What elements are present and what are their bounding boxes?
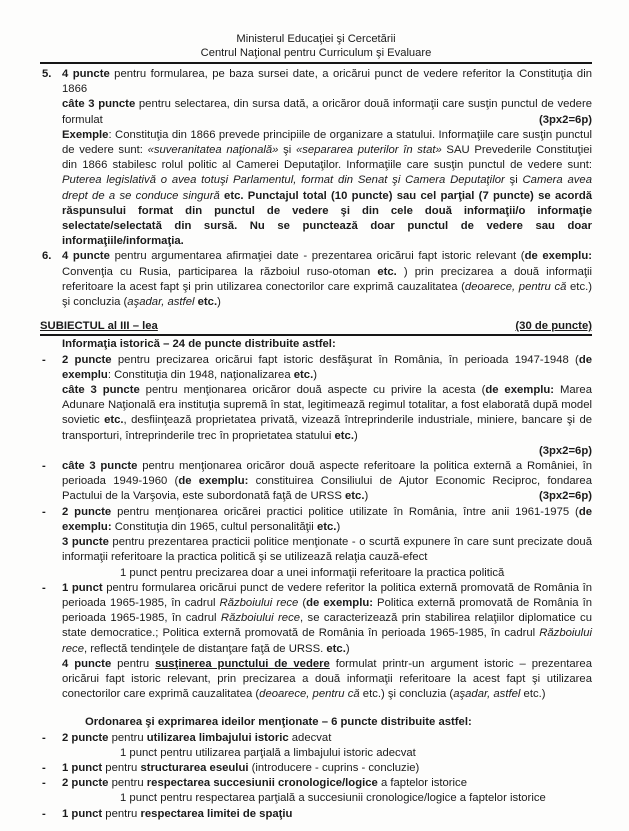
text-run: de exemplu: (306, 596, 373, 609)
text-run: aşadar, astfel (127, 296, 195, 309)
text-run: ) (313, 368, 317, 381)
text-run: susţinerea punctului de vedere (155, 657, 330, 670)
text-run: «suveranitatea naţională» (147, 144, 279, 157)
text-run: pentru selectarea, din sursa dată, a oricăror două informaţii care susţin punctul de vedere formulat (62, 98, 592, 126)
text-run: adecvat (288, 731, 332, 744)
list-item (40, 353, 592, 383)
text-run: aşadar, astfel (453, 688, 521, 701)
text-run: etc. (334, 429, 354, 442)
text-run: pentru formularea, pe baza sursei date, a oricărui punct de vedere referitor la Constituţia din 1866 (62, 68, 592, 96)
text-run: : Constituţia din 1866 prevede principiile de organizare a statului. Informaţiile care susţin punctul de vedere sunt: (62, 128, 592, 157)
text-run: «separarea puterilor în stat» (295, 144, 442, 157)
text-run: ) (336, 520, 341, 533)
text-run: câte 3 puncte (62, 460, 138, 473)
text-run: etc.) (520, 688, 546, 701)
text-run: câte 3 puncte (62, 384, 140, 397)
text-run: pentru (108, 731, 147, 744)
text-run: ( (298, 596, 307, 609)
text-run: Politica externă promovată de România în perioada 1965-1985, în cadrul (62, 596, 592, 625)
text-run: şi (278, 144, 296, 157)
text-run: etc. (345, 490, 365, 503)
text-run: pentru menţionarea oricărei practici politice utilizate în România, între anii 1961-1975 ( (111, 505, 579, 518)
list-item (40, 67, 592, 97)
text-run: Informaţia istorică – 24 de puncte distribuite astfel: (62, 338, 336, 351)
list-item (40, 249, 592, 310)
page-header (40, 33, 592, 60)
text-run: pentru (108, 777, 147, 790)
subsection-heading (40, 337, 592, 352)
paragraph (40, 535, 592, 565)
text-run: pentru precizarea oricărui fapt istoric desfăşurat în România, în perioada 1947-1948 ( (111, 353, 579, 366)
text-run: 2 puncte (62, 731, 109, 744)
text-run: etc.) şi concluzia ( (359, 688, 454, 701)
text-run: de exemplu: (62, 505, 592, 533)
text-run: de exemplu (62, 353, 592, 381)
text-run: deoarece, pentru că (259, 688, 360, 701)
points-tag: (3px2=6p) (538, 490, 592, 503)
text-run: utilizarea limbajului istoric (146, 731, 289, 744)
points-line (40, 444, 592, 459)
dash-bullet: - (42, 807, 46, 820)
text-run: respectarea succesiunii cronologice/logice (146, 777, 378, 790)
text-run: etc. (377, 265, 397, 278)
list-item (40, 505, 592, 535)
text-run: Constituţia din 1965, cultul personalităţii (111, 520, 317, 533)
text-run: ) (345, 642, 350, 655)
section-title: SUBIECTUL al III – lea (40, 320, 158, 333)
text-run: Puterea legislativă o avea totuşi Parlamentul, format din Senat şi Camera Deputaţilor (62, 174, 505, 187)
list-item (40, 807, 592, 822)
paragraph (40, 383, 592, 444)
paragraph (40, 657, 592, 703)
text-run: ) (353, 429, 358, 442)
text-run: formulat printr-un argument istoric – prezentarea oricărui fapt istoric relevant, prin precizarea a două informaţii referitoare la acest fapt şi utilizarea conectorilor care exprimă cauzalitatea ( (62, 657, 592, 701)
text-run: Războiului rece (219, 596, 299, 609)
text-run: etc. (197, 296, 218, 309)
section-points: (30 de puncte) (515, 320, 592, 333)
text-run: Războiului rece (62, 627, 592, 655)
text-run: şi (504, 174, 523, 187)
text-run: Exemple (62, 128, 109, 141)
list-item (40, 776, 592, 791)
text-run: 1 punct (62, 581, 103, 594)
text-run: de exemplu: (178, 475, 249, 488)
text-run: 1 punct (62, 807, 103, 820)
text-run: etc. (104, 414, 124, 427)
text-run: ) (364, 490, 369, 503)
dash-bullet: - (42, 460, 46, 473)
text-run: 1 punct pentru respectarea parţială a succesiunii cronologice/logice a faptelor istorice (120, 792, 546, 805)
text-run: pentru argumentarea afirmaţiei date - prezentarea oricărui fapt istoric relevant ( (109, 250, 525, 263)
list-item (40, 761, 592, 776)
text-run: (3px2=6p) (538, 444, 592, 457)
text-run: 1 punct (62, 761, 103, 774)
text-run: pentru (102, 761, 141, 774)
text-run: 1 punct pentru utilizarea parţială a limbajului istoric adecvat (120, 746, 416, 759)
dash-bullet: - (42, 505, 46, 518)
text-run: a faptelor istorice (377, 777, 467, 790)
text-run: structurarea eseului (140, 761, 249, 774)
text-run: ) (217, 296, 221, 309)
text-run: 1 punct pentru precizarea doar a unei informaţii referitoare la practica politică (120, 566, 505, 579)
text-run: ) prin precizarea a două informaţii referitoare la acest fapt şi prin utilizarea conectorilor care exprimă cauzalitatea ( (62, 265, 593, 293)
text-run: Ordonarea şi exprimarea ideilor menţionate – 6 puncte distribuite astfel: (85, 716, 472, 729)
text-run: 3 puncte (62, 536, 109, 549)
dash-bullet: - (42, 581, 46, 594)
text-run: 4 puncte (62, 657, 112, 670)
text-run: etc. (326, 642, 346, 655)
dash-bullet: - (42, 777, 46, 790)
text-run: etc. (316, 520, 337, 533)
text-run: pentru (102, 807, 141, 820)
text-run: etc. Punctajul total (10 puncte) sau cel parţial (7 puncte) se acordă răspunsului format din punctul de vedere şi din cele două informaţii/o informaţie selectate/selectată din sursă. Nu se punctează doar punctul de vedere sau doar informaţiile/informaţia. (62, 189, 592, 248)
text-run: pentru menţionarea oricăror două aspecte referitoare la politica externă a României, în perioada 1949-1960 ( (62, 460, 592, 488)
sub-note (40, 746, 592, 761)
text-run: , se caracterizează prin stabilirea relaţiilor diplomatice cu state democratice.; Politica externă promovată de România în perioada 1965-1985, în cadrul (62, 612, 592, 640)
points-tag: (3px2=6p) (538, 113, 592, 126)
text-run: 2 puncte (62, 777, 109, 790)
text-run: SAU Prevederile Constituţiei din 1866 stabilesc rolul politic al Camerei Deputaţilor. Informaţiile care susţin punctul de vedere sunt: (62, 144, 592, 172)
list-item (40, 581, 592, 657)
text-run: Marea Adunare Naţională era instituţia supremă în stat, legitimează regimul totalitar, a fost elaborată după model sovietic (62, 384, 592, 427)
text-run: pentru prezentarea practicii politice menţionate - o scurtă expunere în care sunt precizate două informaţii referitoare la practica politică şi se utilizează relaţia cauză-efect (62, 536, 593, 564)
header-divider (40, 62, 592, 64)
text-run: Camera avea drept de a se conduce singură (62, 174, 592, 202)
text-run: 4 puncte (62, 250, 110, 263)
sub-note (40, 566, 592, 581)
text-run: respectarea limitei de spaţiu (140, 807, 293, 820)
paragraph (40, 97, 592, 127)
paragraph (40, 128, 592, 250)
dash-bullet: - (42, 761, 46, 774)
text-run: de exemplu: (524, 250, 592, 263)
text-run: 2 puncte (62, 505, 112, 518)
text-run: deoarece, pentru că (464, 280, 567, 293)
text-run: Convenţia cu Rusia, participarea la războiul ruso-otoman (62, 265, 378, 278)
text-run: , reflectă tendinţele de distanţare faţă de URSS. (83, 642, 327, 655)
dash-bullet: - (42, 731, 46, 744)
list-item (40, 459, 592, 505)
text-run: pentru (111, 657, 156, 670)
text-run: constituirea Consiliului de Ajutor Economic Reciproc, fondarea Pactului de la Varşovia, este subordonată faţă de URSS (62, 475, 592, 503)
text-run: pentru formularea oricărui punct de vedere referitor la politica externă promovată de România în perioada 1965-1985, în cadrul (62, 581, 592, 609)
text-run: : Constituţia din 1948, naţionalizarea (107, 368, 294, 381)
subsection-heading (40, 715, 592, 730)
item-number: 6. (42, 250, 52, 263)
header-ministry-line: Ministerul Educaţiei şi Cercetării (236, 33, 396, 45)
text-run: Războiului rece (220, 612, 301, 625)
text-run: (introducere - cuprins - concluzie) (248, 761, 420, 774)
text-run: , desfiinţează proprietatea privată, vizează întreprinderile industriale, miniere, bancare şi de transporturi, întreprinderile trec în proprietatea statului (62, 414, 593, 442)
item-number: 5. (42, 68, 52, 80)
list-item (40, 731, 592, 746)
sub-note (40, 791, 592, 806)
text-run: etc.) şi concluzia ( (62, 280, 592, 309)
text-run: pentru menţionarea oricăror două aspecte cu privire la acesta ( (139, 384, 486, 397)
dash-bullet: - (42, 353, 46, 366)
document-body (40, 67, 592, 822)
text-run: 2 puncte (62, 353, 112, 366)
section-heading (40, 319, 592, 336)
text-run: de exemplu: (485, 384, 555, 397)
text-run: etc. (293, 368, 314, 381)
text-run: 4 puncte (62, 68, 110, 80)
text-run: câte 3 puncte (62, 98, 136, 111)
header-center-line: Centrul Naţional pentru Curriculum şi Evaluare (200, 46, 432, 59)
